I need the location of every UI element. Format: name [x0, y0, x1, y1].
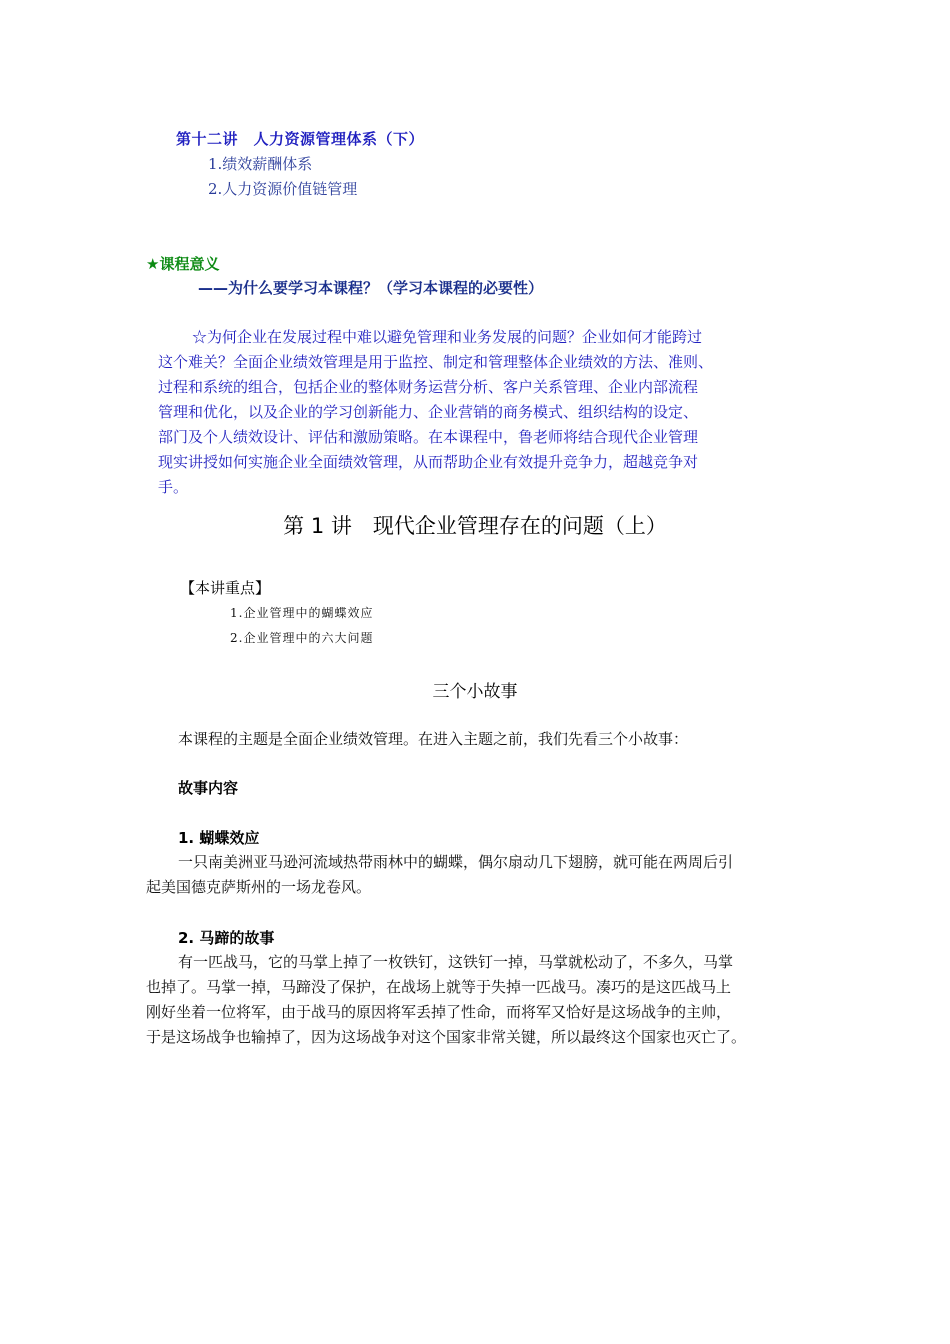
paragraph-line: 起美国德克萨斯州的一场龙卷风。 — [146, 878, 372, 896]
paragraph-line: 这个难关？全面企业绩效管理是用于监控、制定和管理整体企业绩效的方法、准则、 — [158, 353, 714, 371]
paragraph-line: 有一匹战马，它的马掌上掉了一枚铁钉，这铁钉一掉，马掌就松动了，不多久，马掌 — [178, 953, 734, 971]
stories-intro: 本课程的主题是全面企业绩效管理。在进入主题之前，我们先看三个小故事： — [178, 730, 689, 748]
why-study-subheading: ——为什么要学习本课程？（学习本课程的必要性） — [198, 279, 544, 297]
lecture-12-title: 第十二讲 人力资源管理体系（下） — [176, 130, 425, 148]
paragraph-line: 于是这场战争也输掉了，因为这场战争对这个国家非常关键，所以最终这个国家也灭亡了。 — [146, 1028, 747, 1046]
paragraph-line: 现实讲授如何实施企业全面绩效管理，从而帮助企业有效提升竞争力，超越竞争对 — [158, 453, 699, 471]
story-2-paragraph — [146, 950, 810, 1050]
course-significance-paragraph — [158, 325, 786, 500]
paragraph-line: 过程和系统的组合，包括企业的整体财务运营分析、客户关系管理、企业内部流程 — [158, 378, 699, 396]
paragraph-line: 一只南美洲亚马逊河流域热带雨林中的蝴蝶，偶尔扇动几下翅膀，就可能在两周后引 — [178, 853, 734, 871]
three-stories-title: 三个小故事 — [432, 682, 518, 702]
paragraph-line: 也掉了。马掌一掉，马蹄没了保护，在战场上就等于失掉一匹战马。凑巧的是这匹战马上 — [146, 978, 732, 996]
paragraph-line: 部门及个人绩效设计、评估和激励策略。在本课程中，鲁老师将结合现代企业管理 — [158, 428, 699, 446]
story-1-heading: 1. 蝴蝶效应 — [178, 829, 260, 847]
paragraph-line: 刚好坐着一位将军，由于战马的原因将军丢掉了性命，而将军又恰好是这场战争的主帅， — [146, 1003, 732, 1021]
paragraph-line: 管理和优化，以及企业的学习创新能力、企业营销的商务模式、组织结构的设定、 — [158, 403, 699, 421]
key-point-item: 2.企业管理中的六大问题 — [230, 631, 374, 645]
course-significance-heading: ★课程意义 — [146, 255, 220, 273]
paragraph-line: 手。 — [158, 478, 189, 496]
lecture-12-item: 2.人力资源价值链管理 — [208, 180, 358, 198]
paragraph-line: ☆为何企业在发展过程中难以避免管理和业务发展的问题？企业如何才能跨过 — [192, 328, 703, 346]
story-2-heading: 2. 马蹄的故事 — [178, 929, 275, 947]
story-content-label: 故事内容 — [178, 779, 239, 797]
key-points-label: 【本讲重点】 — [180, 579, 271, 597]
key-point-item: 1.企业管理中的蝴蝶效应 — [230, 606, 374, 620]
story-1-paragraph — [146, 850, 810, 900]
lecture-1-title: 第 1 讲 现代企业管理存在的问题（上） — [283, 514, 667, 538]
lecture-12-item: 1.绩效薪酬体系 — [208, 155, 313, 173]
